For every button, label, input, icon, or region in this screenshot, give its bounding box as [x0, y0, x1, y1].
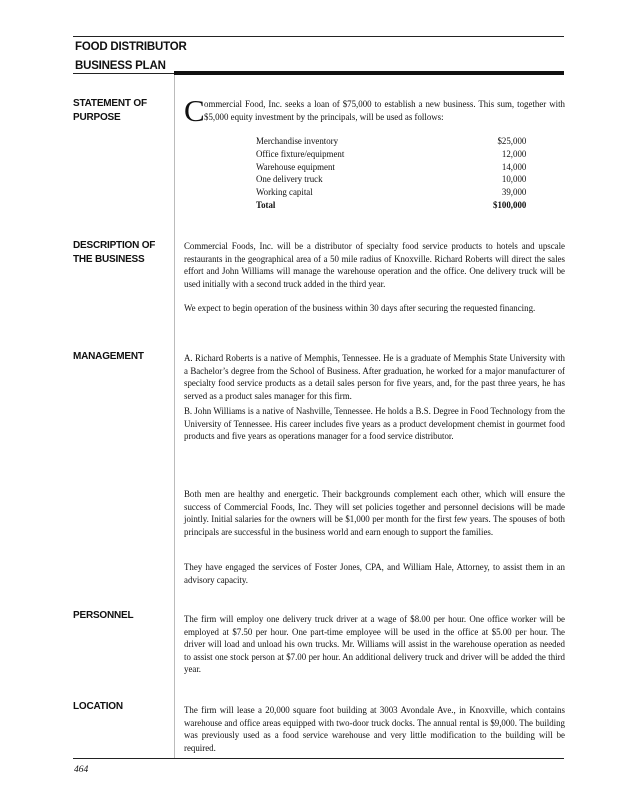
table-row	[256, 148, 526, 161]
use-amount: 12,000	[501, 148, 527, 159]
table-row	[256, 135, 526, 148]
column-divider	[174, 75, 175, 758]
document-title: FOOD DISTRIBUTOR	[75, 41, 187, 53]
title-underline-thin	[73, 73, 174, 74]
section-label-personnel: PERSONNEL	[73, 610, 134, 621]
title-underline-thick	[174, 71, 564, 75]
statement-intro: ommercial Food, Inc. seeks a loan of $75,000 to establish a new business. This sum, together with $5,000 equity investment by the principals, will be used as follows:	[204, 99, 565, 122]
management-paragraph: B. John Williams is a native of Nashville, Tennessee. He holds a B.S. Degree in Food Technology from the University of Tennessee. His career includes five years as a product development chemist in gourmet food products and five years as operations manager for a food service distributor.	[184, 406, 565, 442]
use-item: One delivery truck	[256, 174, 323, 185]
total-label: Total	[256, 199, 276, 210]
top-rule	[73, 36, 564, 37]
description-paragraph: Commercial Foods, Inc. will be a distributor of specialty food service products to hotels and upscale restaurants in the geographical area of a 50 mile radius of Knoxville. Richard Roberts will direct the sales effort and John Williams will manage the warehouse operation and the office. One delivery truck will be used initially with a second truck added in the third year.	[184, 241, 565, 289]
table-row	[256, 161, 526, 174]
use-amount: 14,000	[501, 161, 527, 172]
use-item: Warehouse equipment	[256, 161, 335, 172]
management-paragraph: Both men are healthy and energetic. Their backgrounds complement each other, which will ensure the success of Commercial Foods, Inc. They will set policies together and personnel decisions will be made jointly. Initial salaries for the owners will be $1,000 per month for the first few years. The spouses of both principals are successful in the business world and earn enough to support the families.	[184, 489, 565, 537]
table-row	[256, 173, 526, 186]
use-item: Office fixture/equipment	[256, 148, 345, 159]
use-amount: $25,000	[497, 136, 527, 146]
table-total-row	[256, 199, 526, 212]
drop-cap: C	[184, 93, 205, 128]
section-label-management: MANAGEMENT	[73, 351, 144, 362]
location-paragraph: The firm will lease a 20,000 square foot building at 3003 Avondale Ave., in Knoxville, which contains warehouse and office areas equipped with two-door truck docks. The annual rental is $9,000. The building was previously used as a food service warehouse and very little modification to the building will be required.	[184, 705, 565, 753]
management-paragraph: They have engaged the services of Foster Jones, CPA, and William Hale, Attorney, to assist them in an advisory capacity.	[184, 562, 565, 585]
section-label-description: DESCRIPTION OF THE BUSINESS	[73, 240, 156, 265]
use-amount: 10,000	[501, 174, 527, 185]
management-paragraph: A. Richard Roberts is a native of Memphis, Tennessee. He is a graduate of Memphis State University with a Bachelor’s degree from the School of Business. After graduation, he worked for a major manufacturer of specialty food service products as a detail sales person for five years, and, for the past three years, he has served as a product sales manager for this firm.	[184, 353, 565, 401]
use-item: Merchandise inventory	[256, 136, 339, 146]
funds-use-table	[256, 135, 526, 212]
personnel-paragraph: The firm will employ one delivery truck driver at a wage of $8.00 per hour. One office worker will be employed at $7.50 per hour. One part-time employee will be used in the office at $5.00 per hour. The driver will load and unload his own trucks. Mr. Williams will assist in the warehouse operation as needed to assist one stock person at $7.00 per hour. An additional delivery truck and driver will be added the third year.	[184, 614, 565, 675]
use-item: Working capital	[256, 187, 313, 198]
section-label-statement: STATEMENT OF PURPOSE	[73, 98, 147, 123]
section-label-location: LOCATION	[73, 701, 123, 712]
table-row	[256, 186, 526, 199]
description-paragraph: We expect to begin operation of the business within 30 days after securing the requested financing.	[184, 303, 536, 313]
total-amount: $100,000	[493, 199, 527, 210]
use-amount: 39,000	[501, 187, 527, 198]
document-subtitle: BUSINESS PLAN	[75, 60, 166, 72]
page-number: 464	[74, 765, 89, 775]
bottom-rule	[73, 758, 564, 759]
